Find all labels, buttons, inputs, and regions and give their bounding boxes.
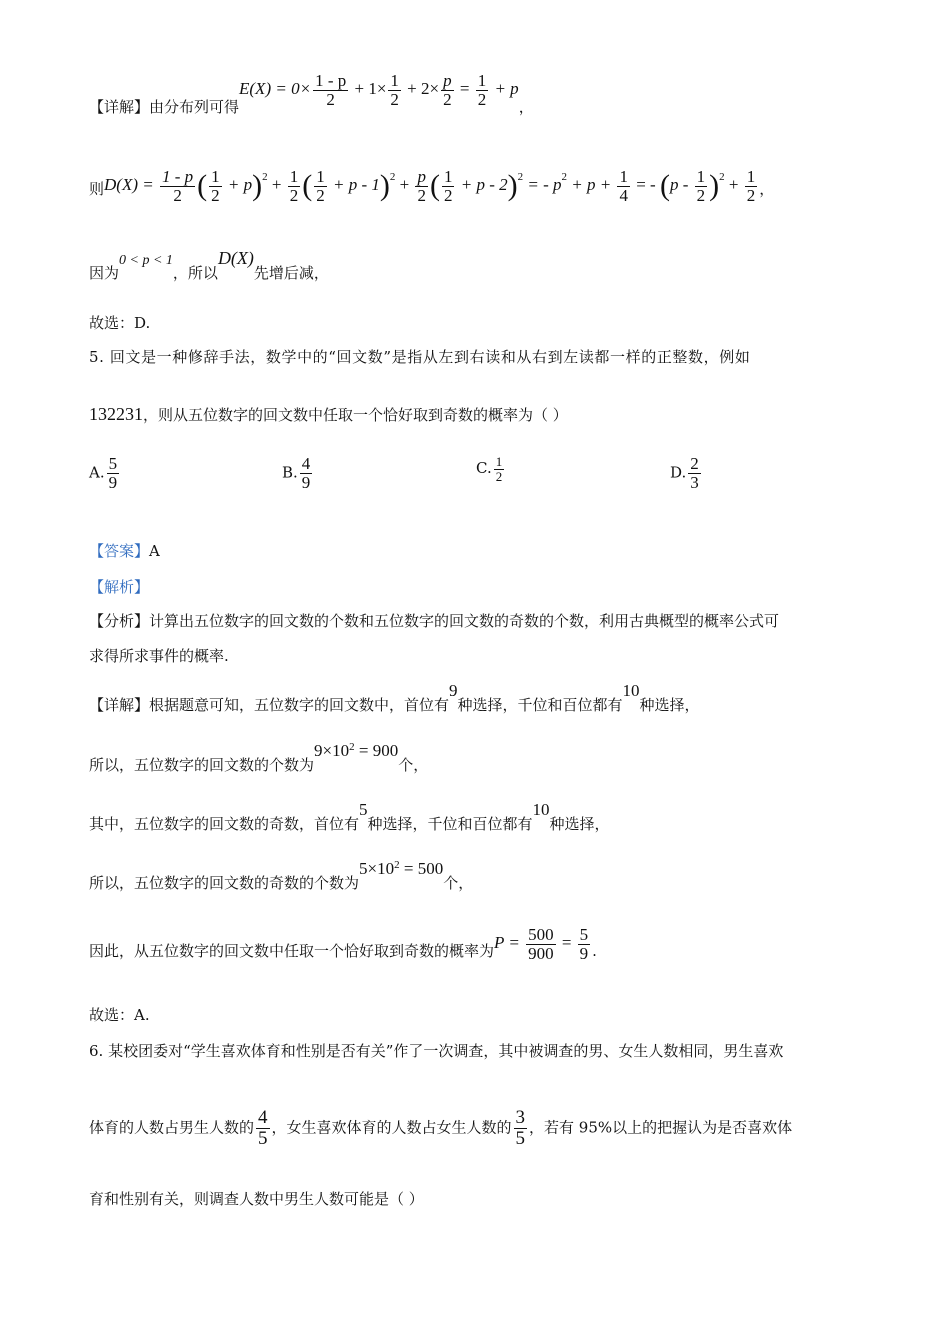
dx-line: 则D(X) = $\frac{1 - p}{2}$ ( $\frac{1}{2}$ + p)$^2$ + $\frac{1}{2}$ ( $\frac{1}{2}$ + p - 1)$^2$ + $\frac{p}{2}$ ( $\frac{1}{2}$ + p - 2)$^2$ = - $p^2 + p$ + $\frac{1}{4}$ = - (p - $\frac{1}{2}$ )$^2$ + $\frac{1}{2}$ ， (89, 167, 775, 205)
detail-2: 所以，五位数字的回文数的个数为$9\times 10^2 = 900$个， (89, 741, 429, 774)
q5-stem-1: 5. 回文是一种修辞手法，数学中的“回文数”是指从左到右读和从右到左读都一样的正整数，例如 (89, 348, 751, 366)
fenxi-1: 【分析】计算出五位数字的回文数的个数和五位数字的回文数的奇数的个数，利用古典概型的概率公式可 (89, 612, 780, 630)
analysis-label: 【解析】 (89, 578, 150, 596)
q5-option-d: D. $\frac{2}{3}$ (670, 454, 699, 492)
ex-line: 【详解】由分布列可得E(X) = 0× $\frac{1 - p}{2}$ + 1× $\frac{1}{2}$ + 2× $\frac{p}{2}$ = $\frac{1}{2}$ + p， (89, 71, 534, 117)
fenxi-2: 求得所求事件的概率. (89, 647, 229, 665)
math-inline: 0 < p < 1 (119, 253, 173, 268)
ex-formula: E(X) = 0× $\frac{1 - p}{2}$ + 1× $\frac{1}{2}$ + 2× $\frac{p}{2}$ = $\frac{1}{2}$ + p (239, 71, 519, 109)
q5-stem-2: 132231，则从五位数字的回文数中任取一个恰好取到奇数的概率为（ ） (89, 404, 568, 424)
q5-option-b: B. $\frac{4}{9}$ (282, 454, 311, 492)
q5-option-c: C. $\frac{1}{2}$ (476, 454, 503, 484)
dx-formula: D(X) = $\frac{1 - p}{2}$ ( $\frac{1}{2}$ + p)$^2$ + $\frac{1}{2}$ ( $\frac{1}{2}$ + p - 1)$^2$ + $\frac{p}{2}$ ( $\frac{1}{2}$ + p - 2)$^2$ = - $p^2 + p$ + $\frac{1}{4}$ = - (p - $\frac{1}{2}$ )$^2$ + $\frac{1}{2}$ (104, 167, 756, 205)
q6-stem-3: 育和性别有关，则调查人数中男生人数可能是（ ） (89, 1190, 424, 1208)
detail-4: 所以，五位数字的回文数的奇数的个数为$5\times 10^2 = 500$个， (89, 859, 474, 892)
choice-q5: 故选：A. (89, 1006, 150, 1024)
detail-5: 因此，从五位数字的回文数中任取一个恰好取到奇数的概率为P = $\frac{500}{900}$ = $\frac{5}{9}$ . (89, 925, 597, 963)
q6-stem-2: 体育的人数占男生人数的 $\frac{4}{5}$ ，女生喜欢体育的人数占女生人数的 $\frac{3}{5}$ ，若有 95%以上的把握认为是否喜欢体 (89, 1107, 793, 1149)
q5-option-a: A. $\frac{5}{9}$ (89, 454, 118, 492)
choice-prev: 故选：D. (89, 314, 151, 332)
detail-1: 【详解】根据题意可知，五位数字的回文数中，首位有9种选择，千位和百位都有10种选择， (89, 681, 700, 714)
answer-line: 【答案】A (89, 542, 160, 560)
detail-3: 其中，五位数字的回文数的奇数，首位有5种选择，千位和百位都有10种选择， (89, 800, 610, 833)
math-inline: D(X) (217, 248, 254, 268)
q6-stem-1: 6. 某校团委对“学生喜欢体育和性别是否有关”作了一次调查，其中被调查的男、女生人数相同，男生喜欢 (89, 1042, 784, 1060)
detail-label: 【详解】由分布列可得 (89, 98, 240, 117)
because-line: 因为0 < p < 1，所以D(X)先增后减， (89, 248, 329, 282)
